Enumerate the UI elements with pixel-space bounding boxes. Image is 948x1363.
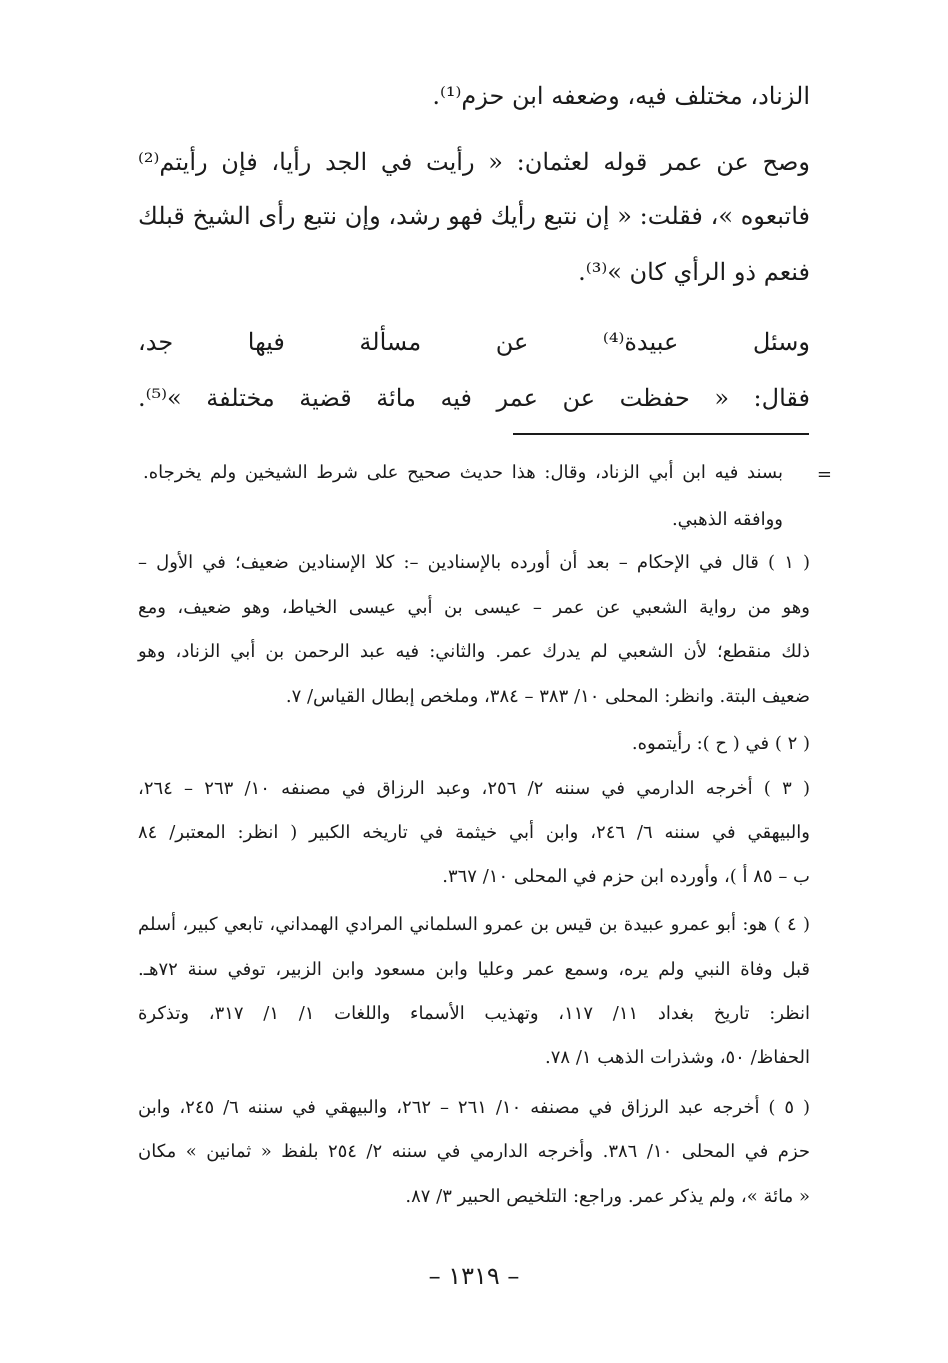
- footnote-3-line: والبيهقي في سننه ٦/ ٢٤٦، وابن أبي خيثمة في تاريخه الكبير ( انظر: المعتبر/ ٨٤: [138, 822, 810, 843]
- main-text-line: وصح عن عمر قوله لعثمان: « رأيت في الجد رأيا، فإن رأيتم⁽²⁾: [138, 148, 810, 176]
- footnote-continuation-marker: =: [816, 464, 832, 485]
- page-number: – ١٣١٩ –: [428, 1262, 520, 1290]
- main-text-line: فاتبعوه »، فقلت: « إن نتبع رأيك فهو رشد، وإن نتبع رأى الشيخ قبلك: [138, 202, 810, 230]
- main-text-line: وسئل عبيدة⁽⁴⁾ عن مسألة فيها جد،: [138, 328, 810, 356]
- footnote-1-line: ( ١ ) قال في الإحكام – بعد أن أورده بالإسنادين –: كلا الإسنادين ضعيف؛ في الأول –: [138, 552, 811, 573]
- footnote-1-line: وهو من رواية الشعبي عن عمر – عيسى بن أبي عيسى الخياط، وهو ضعيف، ومع: [138, 597, 810, 618]
- footnote-4-line: انظر: تاريخ بغداد ١١/ ١١٧، وتهذيب الأسماء واللغات ١/ ١/ ٣١٧، وتذكرة: [138, 1003, 810, 1024]
- footnote-line: بسند فيه ابن أبي الزناد، وقال: هذا حديث صحيح على شرط الشيخين ولم يخرجاه.: [143, 462, 783, 483]
- footnote-1-line: ضعيف البتة. وانظر: المحلى ١٠/ ٣٨٣ – ٣٨٤، وملخص إبطال القياس/ ٧.: [285, 686, 810, 707]
- footnote-separator: [513, 433, 809, 435]
- footnote-3-line: ( ٣ ) أخرجه الدارمي في سننه ٢/ ٢٥٦، وعبد الرزاق في مصنفه ١٠/ ٢٦٣ – ٢٦٤،: [138, 778, 810, 799]
- footnote-line: ووافقه الذهبي.: [671, 509, 783, 530]
- main-text-line: فنعم ذو الرأي كان »⁽³⁾.: [578, 258, 810, 286]
- footnote-3-line: ب – ٨٥ أ )، وأورده ابن حزم في المحلى ١٠/ ٣٦٧.: [442, 866, 810, 887]
- main-text-line: الزناد، مختلف فيه، وضعفه ابن حزم⁽¹⁾.: [432, 82, 810, 110]
- footnote-2-line: ( ٢ ) في ( ح ): رأيتموه.: [631, 733, 810, 754]
- footnote-5-line: حزم في المحلى ١٠/ ٣٨٦. وأخرجه الدارمي في سننه ٢/ ٢٥٤ بلفظ « ثمانين » مكان: [138, 1141, 811, 1162]
- footnote-5-line: « مائة »، ولم يذكر عمر. وراجع: التلخيص الحبير ٣/ ٨٧.: [405, 1186, 810, 1207]
- footnote-5-line: ( ٥ ) أخرجه عبد الرزاق في مصنفه ١٠/ ٢٦١ – ٢٦٢، والبيهقي في سننه ٦/ ٢٤٥، وابن: [138, 1097, 810, 1118]
- main-text-line: فقال: « حفظت عن عمر فيه مائة قضية مختلفة »⁽⁵⁾.: [138, 384, 810, 412]
- footnote-4-line: الحفاظ/ ٥٠، وشذرات الذهب ١/ ٧٨.: [545, 1047, 810, 1068]
- footnote-1-line: ذلك منقطع؛ لأن الشعبي لم يدرك عمر. والثاني: فيه عبد الرحمن بن أبي الزناد، وهو: [138, 641, 810, 662]
- footnote-4-line: ( ٤ ) هو: أبو عمرو عبيدة بن قيس بن عمرو السلماني المرادي الهمداني، تابعي كبير، أسلم: [138, 914, 811, 935]
- footnote-4-line: قبل وفاة النبي ولم يره، وسمع عمر وعليا وابن مسعود وابن الزبير، توفي سنة ٧٢هـ.: [138, 959, 810, 980]
